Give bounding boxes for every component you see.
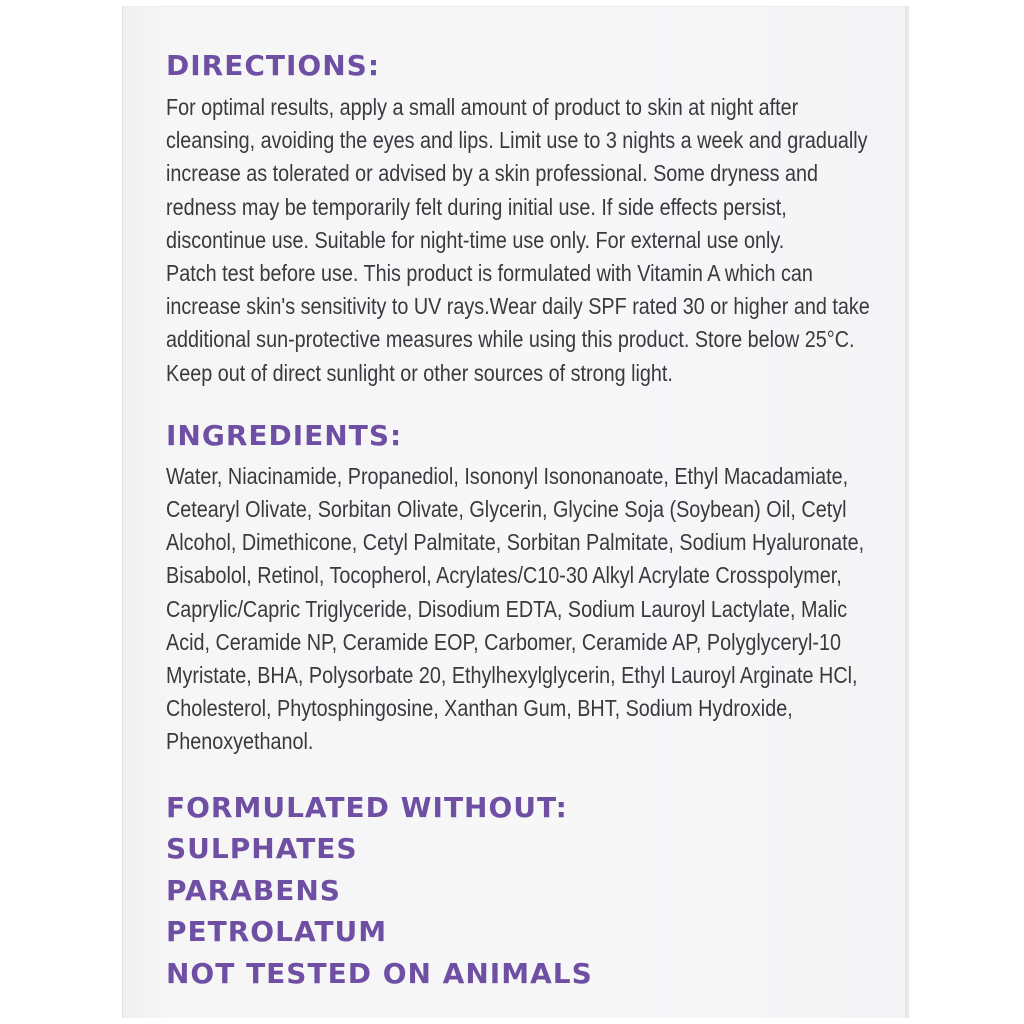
ingredients-line: Alcohol, Dimethicone, Cetyl Palmitate, Sorbitan Palmitate, Sodium Hyaluronate, [166, 529, 865, 556]
ingredients-line: Caprylic/Capric Triglyceride, Disodium EDTA, Sodium Lauroyl Lactylate, Malic [166, 595, 848, 622]
ingredients-line: Cholesterol, Phytosphingosine, Xanthan Gum, BHT, Sodium Hydroxide, [166, 695, 793, 722]
ingredients-line: Water, Niacinamide, Propanediol, Isononyl Isononanoate, Ethyl Macadamiate, [166, 462, 849, 489]
directions-text [166, 91, 870, 390]
formulated-without-heading: FORMULATED WITHOUT: [166, 790, 568, 824]
package-edge [906, 6, 909, 1018]
directions-line: Keep out of direct sunlight or other sources of strong light. [166, 359, 673, 386]
directions-line: increase as tolerated or advised by a skin professional. Some dryness and [166, 160, 819, 187]
directions-line: redness may be temporarily felt during initial use. If side effects persist, [166, 193, 787, 220]
ingredients-line: Cetearyl Olivate, Sorbitan Olivate, Glycerin, Glycine Soja (Soybean) Oil, Cetyl [166, 496, 847, 523]
directions-heading: DIRECTIONS: [166, 49, 381, 82]
formulated-without-section [166, 787, 866, 995]
directions-line: additional sun-protective measures while using this product. Store below 25°C. [166, 326, 855, 353]
directions-line: discontinue use. Suitable for night-time use only. For external use only. [166, 226, 785, 253]
claim-parabens: PARABENS [166, 873, 341, 907]
claim-petrolatum: PETROLATUM [166, 915, 388, 949]
claim-not-tested-on-animals: NOT TESTED ON ANIMALS [166, 956, 593, 990]
directions-line: increase skin's sensitivity to UV rays.Wear daily SPF rated 30 or higher and take [166, 293, 870, 320]
ingredients-line: Phenoxyethanol. [166, 728, 314, 755]
ingredients-line: Acid, Ceramide NP, Ceramide EOP, Carbomer, Ceramide AP, Polyglyceryl-10 [166, 628, 842, 655]
ingredients-line: Myristate, BHA, Polysorbate 20, Ethylhexylglycerin, Ethyl Lauroyl Arginate HCl, [166, 662, 858, 689]
ingredients-line: Bisabolol, Retinol, Tocopherol, Acrylates/C10-30 Alkyl Acrylate Crosspolymer, [166, 562, 842, 589]
directions-line: For optimal results, apply a small amount of product to skin at night after [166, 94, 799, 120]
claim-sulphates: SULPHATES [166, 832, 358, 866]
ingredients-heading: INGREDIENTS: [166, 418, 403, 452]
directions-line: cleansing, avoiding the eyes and lips. Limit use to 3 nights a week and gradually [166, 127, 868, 154]
ingredients-text [166, 460, 866, 759]
directions-line: Patch test before use. This product is formulated with Vitamin A which can [166, 260, 813, 287]
label-content [166, 46, 870, 994]
